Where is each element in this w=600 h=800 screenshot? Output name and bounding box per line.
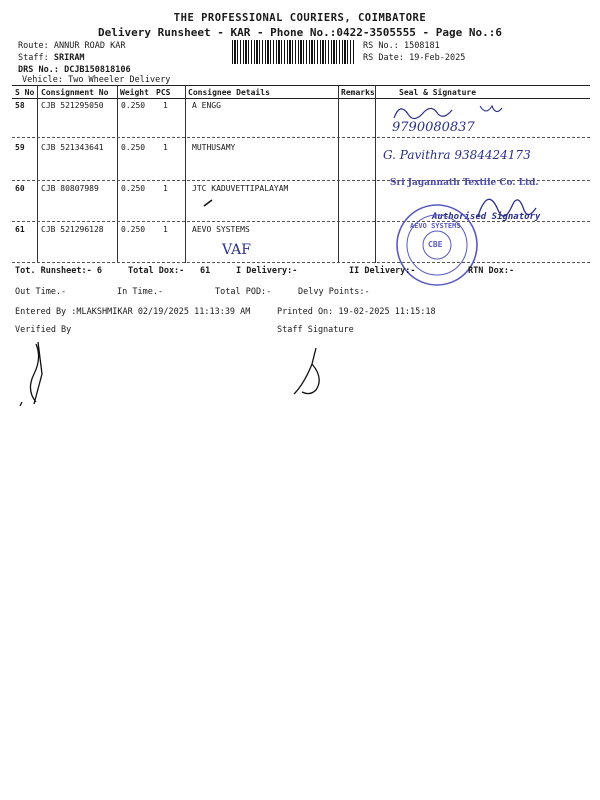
row-pcs: 1 (163, 184, 168, 193)
authorised-signatory-label: Authorised Signatory (432, 212, 541, 222)
row-weight: 0.250 (121, 225, 146, 234)
row-handwriting: Sri Jagannath Textile Co. Ltd. (390, 178, 539, 188)
row-pcs: 1 (163, 101, 168, 110)
row-sno: 59 (15, 143, 25, 152)
col-divider (37, 85, 38, 263)
col-header-sno: S No (15, 88, 35, 97)
rs-date-label: RS Date: (363, 53, 404, 63)
company-title: THE PROFESSIONAL COURIERS, COIMBATORE (173, 12, 427, 24)
printed-on: Printed On: 19-02-2025 11:15:18 (277, 307, 436, 317)
drs-value: DCJB150818106 (64, 65, 131, 75)
route-label: Route: (18, 41, 49, 51)
seal-ring-text: AEVO SYSTEMS (410, 222, 461, 230)
seal-center-text: CBE (428, 240, 443, 249)
col-header-pcs: PCS (156, 88, 171, 97)
drs-label: DRS No.: (18, 65, 59, 75)
tot-runsheet: Tot. Runsheet:- 6 (15, 266, 102, 276)
row-sno: 60 (15, 184, 25, 193)
row-handwriting: 9790080837 (392, 120, 475, 135)
col-header-weight: Weight (120, 88, 149, 97)
col-header-consignment: Consignment No (41, 88, 109, 97)
pen-mark (200, 196, 220, 210)
i-delivery: I Delivery:- (236, 266, 298, 276)
row-sno: 61 (15, 225, 25, 234)
vehicle-label: Vehicle: (22, 75, 63, 85)
in-time: In Time.- (117, 287, 164, 297)
col-divider (375, 85, 376, 263)
col-divider (117, 85, 118, 263)
row-weight: 0.250 (121, 101, 146, 110)
ii-delivery: II Delivery:- (349, 266, 416, 276)
row-sno: 58 (15, 101, 25, 110)
row-consignee: JTC KADUVETTIPALAYAM (192, 184, 289, 193)
row-pcs: 1 (163, 143, 168, 152)
route-line (18, 41, 126, 51)
row-weight: 0.250 (121, 143, 146, 152)
delvy-points: Delvy Points:- (298, 287, 370, 297)
verified-by-label: Verified By (15, 325, 72, 335)
total-pod: Total POD:- (215, 287, 272, 297)
route-value: ANNUR ROAD KAR (53, 41, 126, 51)
col-header-seal: Seal & Signature (399, 88, 477, 97)
out-time: Out Time.- (15, 287, 67, 297)
staff-label: Staff: (18, 53, 49, 63)
rtn-dox: RTN Dox:- (468, 266, 515, 276)
staff-signature (282, 344, 332, 400)
rs-no-value: 1508181 (403, 41, 440, 51)
row-consignment: CJB 521296128 (41, 225, 104, 234)
row-pcs: 1 (163, 225, 168, 234)
rs-date-value: 19-Feb-2025 (409, 53, 466, 63)
verifier-signature (14, 338, 54, 410)
staff-signature-label: Staff Signature (277, 325, 354, 335)
row-consignee: AEVO SYSTEMS (192, 225, 250, 234)
col-header-consignee: Consignee Details (188, 88, 270, 97)
total-dox-value: 61 (200, 266, 211, 276)
row-consignee: MUTHUSAMY (192, 143, 236, 152)
vehicle-value: Two Wheeler Delivery (68, 75, 171, 85)
barcode-image (232, 40, 354, 64)
entered-by: Entered By :MLAKSHMIKAR 02/19/2025 11:13:39 AM (15, 307, 251, 317)
table-bottom-rule (12, 262, 590, 263)
vehicle-line (22, 75, 170, 85)
runsheet-heading: Delivery Runsheet - KAR - Phone No.:0422-3505555 - Page No.:6 (98, 26, 502, 39)
signature-scribble (380, 98, 520, 138)
staff-value: SRIRAM (53, 53, 85, 63)
rs-no-label: RS No.: (363, 41, 399, 51)
rs-date-line (363, 53, 465, 63)
row-consignee: A ENGG (192, 101, 221, 110)
row-consignment: CJB 521295050 (41, 101, 104, 110)
col-header-remarks: Remarks (341, 88, 375, 97)
col-divider (338, 85, 339, 263)
drs-line (18, 65, 131, 75)
col-divider (185, 85, 186, 263)
row-handwriting: VAF (222, 242, 251, 258)
total-dox-label: Total Dox:- (128, 266, 185, 276)
row-weight: 0.250 (121, 184, 146, 193)
staff-line (18, 53, 85, 63)
rs-no-line (363, 41, 440, 51)
row-handwriting: G. Pavithra 9384424173 (383, 148, 531, 162)
row-consignment: CJB 80807989 (41, 184, 99, 193)
row-consignment: CJB 521343641 (41, 143, 104, 152)
table-top-rule (12, 85, 590, 86)
